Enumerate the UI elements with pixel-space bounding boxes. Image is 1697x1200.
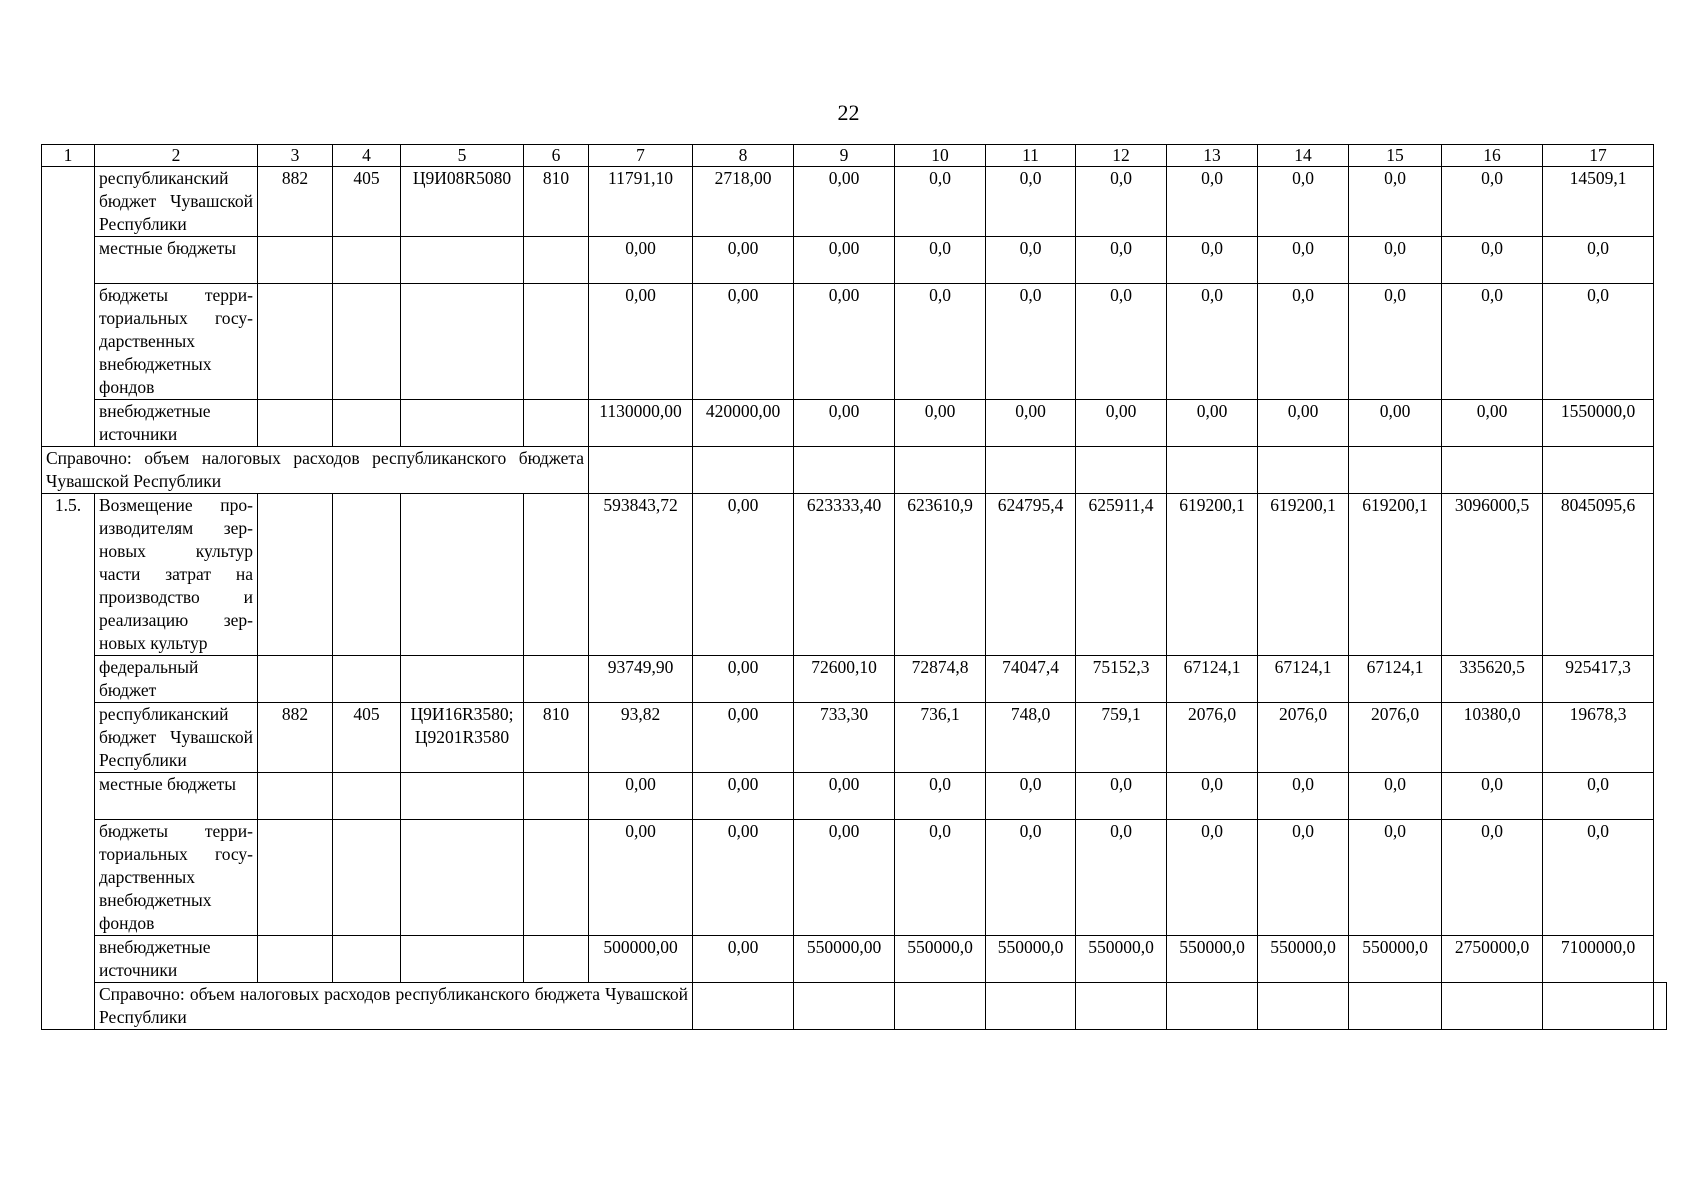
- value-col-16: 0,0: [1442, 284, 1543, 400]
- page-number: 22: [837, 100, 860, 125]
- value-col-11: 624795,4: [986, 494, 1076, 656]
- kbk-code-col4: [333, 494, 401, 656]
- value-col-13: 0,0: [1167, 773, 1258, 820]
- value-col-9: 733,30: [794, 703, 895, 773]
- column-header-17: 17: [1543, 145, 1654, 167]
- kbk-code-col4: [333, 656, 401, 703]
- value-col-12: [1167, 983, 1258, 1030]
- value-col-16: 0,0: [1442, 167, 1543, 237]
- kbk-code-col4: [333, 237, 401, 284]
- column-header-9: 9: [794, 145, 895, 167]
- value-col-15: 0,0: [1349, 820, 1442, 936]
- value-col-15: 550000,0: [1349, 936, 1442, 983]
- kbk-code-col5: [401, 656, 524, 703]
- kbk-code-col6: 810: [524, 703, 589, 773]
- column-header-7: 7: [589, 145, 693, 167]
- kbk-code-col5: Ц9И08R5080: [401, 167, 524, 237]
- kbk-code-col6: [524, 494, 589, 656]
- row-label: внебюджетные источники: [95, 400, 258, 447]
- value-col-14: [1258, 447, 1349, 494]
- value-col-8: 0,00: [693, 237, 794, 284]
- value-col-8: 0,00: [693, 284, 794, 400]
- value-col-16: 2750000,0: [1442, 936, 1543, 983]
- kbk-code-col3: [258, 237, 333, 284]
- row-extrabudget-sources: [42, 936, 1667, 983]
- value-col-17: [1543, 447, 1654, 494]
- value-col-17: 925417,3: [1543, 656, 1654, 703]
- kbk-code-col5: [401, 936, 524, 983]
- kbk-code-col6: [524, 237, 589, 284]
- row-index-cell: [42, 167, 95, 447]
- value-col-8: [693, 447, 794, 494]
- kbk-code-col4: [333, 820, 401, 936]
- value-col-11: 0,00: [986, 400, 1076, 447]
- kbk-code-col3: [258, 400, 333, 447]
- value-col-12: 0,0: [1076, 284, 1167, 400]
- row-label: местные бюджеты: [95, 773, 258, 820]
- value-col-11: 748,0: [986, 703, 1076, 773]
- kbk-code-col3: [258, 284, 333, 400]
- value-col-14: 550000,0: [1258, 936, 1349, 983]
- value-col-17: 0,0: [1543, 820, 1654, 936]
- value-col-15: 0,0: [1349, 773, 1442, 820]
- value-col-11: 550000,0: [986, 936, 1076, 983]
- value-col-13: 2076,0: [1167, 703, 1258, 773]
- value-col-16: 0,0: [1442, 820, 1543, 936]
- value-col-14: 0,0: [1258, 820, 1349, 936]
- value-col-11: 74047,4: [986, 656, 1076, 703]
- value-col-10: 736,1: [895, 703, 986, 773]
- value-col-17: [1654, 983, 1667, 1030]
- value-col-10: 72874,8: [895, 656, 986, 703]
- kbk-code-col3: [258, 773, 333, 820]
- value-col-12: 0,0: [1076, 237, 1167, 284]
- kbk-code-col4: [333, 284, 401, 400]
- value-col-17: 1550000,0: [1543, 400, 1654, 447]
- value-col-15: 0,00: [1349, 400, 1442, 447]
- kbk-code-col6: [524, 656, 589, 703]
- column-header-2: 2: [95, 145, 258, 167]
- value-col-15: [1442, 983, 1543, 1030]
- reference-label: Справочно: объем налоговых расходов республиканского бюджета Чувашской Республики: [95, 983, 693, 1030]
- row-label: внебюджетные источники: [95, 936, 258, 983]
- kbk-code-col6: [524, 936, 589, 983]
- kbk-code-col4: 405: [333, 167, 401, 237]
- value-col-10: 0,0: [895, 284, 986, 400]
- value-col-11: 0,0: [986, 284, 1076, 400]
- kbk-code-col5: [401, 494, 524, 656]
- value-col-17: 14509,1: [1543, 167, 1654, 237]
- column-header-16: 16: [1442, 145, 1543, 167]
- value-col-9: 0,00: [794, 167, 895, 237]
- value-col-12: 0,0: [1076, 167, 1167, 237]
- kbk-code-col5: [401, 400, 524, 447]
- row-local-budgets: [42, 237, 1667, 284]
- value-col-14: 0,0: [1258, 773, 1349, 820]
- value-col-17: 0,0: [1543, 237, 1654, 284]
- value-col-17: 8045095,6: [1543, 494, 1654, 656]
- column-header-10: 10: [895, 145, 986, 167]
- kbk-code-col3: 882: [258, 167, 333, 237]
- column-header-11: 11: [986, 145, 1076, 167]
- value-col-8: 0,00: [693, 703, 794, 773]
- kbk-code-col5: [401, 773, 524, 820]
- column-header-12: 12: [1076, 145, 1167, 167]
- column-header-4: 4: [333, 145, 401, 167]
- value-col-12: 550000,0: [1076, 936, 1167, 983]
- row-republican-budget: [42, 167, 1667, 237]
- value-col-12: 0,00: [1076, 400, 1167, 447]
- value-col-9: 0,00: [794, 237, 895, 284]
- value-col-17: 19678,3: [1543, 703, 1654, 773]
- kbk-code-col4: 405: [333, 703, 401, 773]
- column-header-6: 6: [524, 145, 589, 167]
- value-col-13: 0,0: [1167, 820, 1258, 936]
- kbk-code-col3: [258, 936, 333, 983]
- kbk-code-col5: Ц9И16R3580; Ц9201R3580: [401, 703, 524, 773]
- value-col-7: [589, 447, 693, 494]
- row-republican-budget: [42, 703, 1667, 773]
- column-header-14: 14: [1258, 145, 1349, 167]
- kbk-code-col5: [401, 237, 524, 284]
- value-col-12: 0,0: [1076, 773, 1167, 820]
- value-col-7: 0,00: [589, 773, 693, 820]
- value-col-9: 0,00: [794, 400, 895, 447]
- value-col-11: 0,0: [986, 167, 1076, 237]
- reference-label: Справочно: объем налоговых расходов республиканского бюджета Чувашской Республики: [42, 447, 589, 494]
- value-col-13: 0,0: [1167, 167, 1258, 237]
- value-col-15: 67124,1: [1349, 656, 1442, 703]
- kbk-code-col3: [258, 820, 333, 936]
- row-tax-expenditure-reference: [42, 983, 1667, 1030]
- value-col-9: 72600,10: [794, 656, 895, 703]
- value-col-16: 0,0: [1442, 237, 1543, 284]
- kbk-code-col3: 882: [258, 703, 333, 773]
- kbk-code-col4: [333, 936, 401, 983]
- value-col-16: 0,0: [1442, 773, 1543, 820]
- value-col-10: [895, 447, 986, 494]
- value-col-15: 0,0: [1349, 237, 1442, 284]
- kbk-code-col6: [524, 400, 589, 447]
- value-col-12: 75152,3: [1076, 656, 1167, 703]
- value-col-11: [1076, 983, 1167, 1030]
- value-col-8: 0,00: [693, 494, 794, 656]
- value-col-13: [1258, 983, 1349, 1030]
- row-label: бюджеты территориальных государственных внебюджетных фондов: [95, 284, 258, 400]
- row-label: республиканский бюджет Чувашской Республики: [95, 703, 258, 773]
- value-col-11: 0,0: [986, 820, 1076, 936]
- kbk-code-col4: [333, 773, 401, 820]
- value-col-12: 759,1: [1076, 703, 1167, 773]
- value-col-11: 0,0: [986, 237, 1076, 284]
- row-item-1-5: [42, 494, 1667, 656]
- value-col-14: 0,00: [1258, 400, 1349, 447]
- value-col-8: 0,00: [693, 936, 794, 983]
- kbk-code-col4: [333, 400, 401, 447]
- value-col-9: 623333,40: [794, 494, 895, 656]
- value-col-14: 0,0: [1258, 167, 1349, 237]
- row-index: 1.5.: [42, 494, 95, 1030]
- value-col-14: 67124,1: [1258, 656, 1349, 703]
- value-col-17: 0,0: [1543, 773, 1654, 820]
- kbk-code-col6: 810: [524, 167, 589, 237]
- value-col-7: 0,00: [589, 237, 693, 284]
- value-col-16: 10380,0: [1442, 703, 1543, 773]
- value-col-7: 11791,10: [589, 167, 693, 237]
- value-col-7: 0,00: [589, 820, 693, 936]
- value-col-9: 0,00: [794, 773, 895, 820]
- value-col-16: 0,00: [1442, 400, 1543, 447]
- value-col-11: [986, 447, 1076, 494]
- value-col-8: 0,00: [693, 820, 794, 936]
- value-col-13: 67124,1: [1167, 656, 1258, 703]
- value-col-7: 1130000,00: [589, 400, 693, 447]
- column-header-5: 5: [401, 145, 524, 167]
- value-col-13: 619200,1: [1167, 494, 1258, 656]
- value-col-8: 0,00: [693, 656, 794, 703]
- value-col-12: [1076, 447, 1167, 494]
- column-header-1: 1: [42, 145, 95, 167]
- column-number-header-row: [42, 145, 1667, 167]
- value-col-9: [794, 447, 895, 494]
- value-col-16: 335620,5: [1442, 656, 1543, 703]
- kbk-code-col3: [258, 494, 333, 656]
- row-label: местные бюджеты: [95, 237, 258, 284]
- value-col-13: 0,0: [1167, 284, 1258, 400]
- value-col-7: 500000,00: [589, 936, 693, 983]
- value-col-14: 0,0: [1258, 284, 1349, 400]
- value-col-14: [1349, 983, 1442, 1030]
- value-col-10: 0,00: [895, 400, 986, 447]
- row-extrabudget-sources: [42, 400, 1667, 447]
- value-col-13: 550000,0: [1167, 936, 1258, 983]
- value-col-16: [1442, 447, 1543, 494]
- value-col-15: 2076,0: [1349, 703, 1442, 773]
- value-col-9: 0,00: [794, 284, 895, 400]
- value-col-12: 625911,4: [1076, 494, 1167, 656]
- value-col-15: 0,0: [1349, 167, 1442, 237]
- value-col-8: 420000,00: [693, 400, 794, 447]
- value-col-14: 2076,0: [1258, 703, 1349, 773]
- row-federal-budget: [42, 656, 1667, 703]
- row-territorial-funds: [42, 820, 1667, 936]
- value-col-15: [1349, 447, 1442, 494]
- column-header-8: 8: [693, 145, 794, 167]
- column-header-13: 13: [1167, 145, 1258, 167]
- budget-table: [41, 144, 1667, 1030]
- value-col-7: 593843,72: [589, 494, 693, 656]
- value-col-13: [1167, 447, 1258, 494]
- value-col-9: [895, 983, 986, 1030]
- value-col-7: 93749,90: [589, 656, 693, 703]
- value-col-15: 0,0: [1349, 284, 1442, 400]
- row-label: бюджеты территориальных государственных внебюджетных фондов: [95, 820, 258, 936]
- column-header-3: 3: [258, 145, 333, 167]
- value-col-9: 0,00: [794, 820, 895, 936]
- kbk-code-col6: [524, 284, 589, 400]
- row-label: республиканский бюджет Чувашской Республики: [95, 167, 258, 237]
- value-col-13: 0,0: [1167, 237, 1258, 284]
- value-col-12: 0,0: [1076, 820, 1167, 936]
- row-local-budgets: [42, 773, 1667, 820]
- value-col-10: 623610,9: [895, 494, 986, 656]
- kbk-code-col5: [401, 820, 524, 936]
- value-col-10: 0,0: [895, 237, 986, 284]
- value-col-15: 619200,1: [1349, 494, 1442, 656]
- value-col-7: 0,00: [589, 284, 693, 400]
- column-header-15: 15: [1349, 145, 1442, 167]
- value-col-10: 0,0: [895, 773, 986, 820]
- value-col-11: 0,0: [986, 773, 1076, 820]
- value-col-14: 619200,1: [1258, 494, 1349, 656]
- value-col-8: [794, 983, 895, 1030]
- value-col-7: 93,82: [589, 703, 693, 773]
- value-col-17: 0,0: [1543, 284, 1654, 400]
- kbk-code-col6: [524, 820, 589, 936]
- value-col-14: 0,0: [1258, 237, 1349, 284]
- kbk-code-col5: [401, 284, 524, 400]
- row-label: Возмещение производителям зерновых культур части затрат на производство и реализацию зерновых культур: [95, 494, 258, 656]
- value-col-17: 7100000,0: [1543, 936, 1654, 983]
- kbk-code-col6: [524, 773, 589, 820]
- value-col-16: [1543, 983, 1654, 1030]
- value-col-10: 0,0: [895, 820, 986, 936]
- value-col-8: 2718,00: [693, 167, 794, 237]
- value-col-10: 550000,0: [895, 936, 986, 983]
- row-territorial-funds: [42, 284, 1667, 400]
- row-label: федеральный бюджет: [95, 656, 258, 703]
- row-tax-expenditure-reference: [42, 447, 1667, 494]
- value-col-10: [986, 983, 1076, 1030]
- kbk-code-col3: [258, 656, 333, 703]
- value-col-8: 0,00: [693, 773, 794, 820]
- value-col-7: [693, 983, 794, 1030]
- value-col-9: 550000,00: [794, 936, 895, 983]
- value-col-16: 3096000,5: [1442, 494, 1543, 656]
- value-col-13: 0,00: [1167, 400, 1258, 447]
- value-col-10: 0,0: [895, 167, 986, 237]
